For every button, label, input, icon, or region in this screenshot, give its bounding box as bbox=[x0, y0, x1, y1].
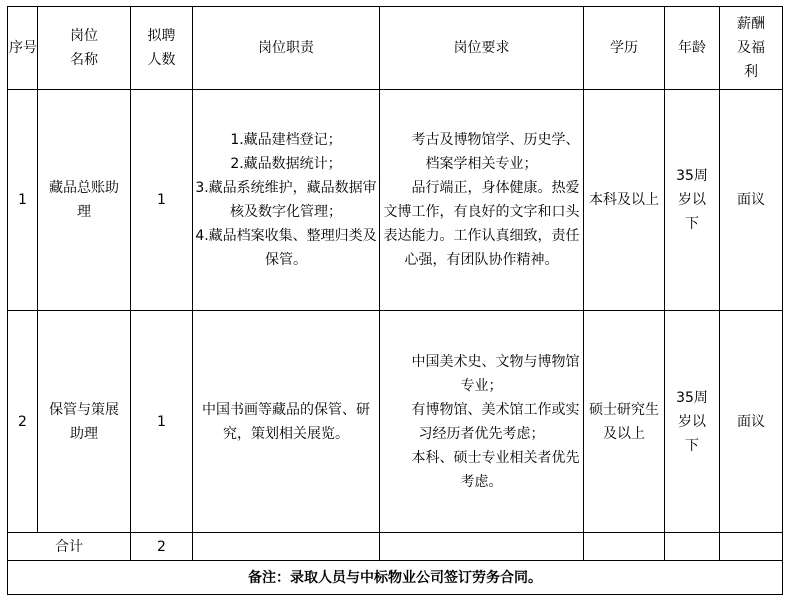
requirement-item: 中国美术史、文物与博物馆专业； bbox=[411, 353, 580, 394]
row-position-name: 保管与策展助理 bbox=[38, 311, 131, 533]
header-salary: 薪酬及福利 bbox=[720, 7, 783, 90]
requirement-item: 品行端正，身体健康。热爱文博工作，有良好的文字和口头表达能力。工作认真细致，责任心强，有团队协作精神。 bbox=[383, 180, 580, 268]
total-row bbox=[8, 533, 783, 561]
duty-item: 中国书画等藏品的保管、研究，策划相关展览。 bbox=[202, 401, 370, 442]
requirement-item: 考古及博物馆学、历史学、档案学相关专业； bbox=[411, 132, 580, 172]
row-age: 35周岁以下 bbox=[665, 90, 720, 311]
total-empty-cell bbox=[665, 533, 720, 561]
header-seq: 序号 bbox=[8, 7, 38, 90]
recruitment-table bbox=[7, 6, 783, 595]
note-row bbox=[8, 561, 783, 595]
row-count: 1 bbox=[131, 311, 193, 533]
row-position-name: 藏品总账助理 bbox=[38, 90, 131, 311]
total-empty-cell bbox=[193, 533, 380, 561]
row-duty bbox=[193, 311, 380, 533]
row-requirement bbox=[380, 311, 584, 533]
header-requirement: 岗位要求 bbox=[380, 7, 584, 90]
row-salary: 面议 bbox=[720, 311, 783, 533]
requirement-item: 本科、硕士专业相关者优先考虑。 bbox=[411, 449, 580, 490]
total-empty-cell bbox=[720, 533, 783, 561]
row-education: 本科及以上 bbox=[584, 90, 665, 311]
duty-item: 1.藏品建档登记； bbox=[230, 132, 342, 148]
total-count: 2 bbox=[131, 533, 193, 561]
row-salary: 面议 bbox=[720, 90, 783, 311]
duty-item: 4.藏品档案收集、整理归类及保管。 bbox=[195, 228, 377, 268]
table-row bbox=[8, 90, 783, 311]
row-requirement bbox=[380, 90, 584, 311]
row-duty bbox=[193, 90, 380, 311]
header-education: 学历 bbox=[584, 7, 665, 90]
duty-item: 3.藏品系统维护，藏品数据审核及数字化管理； bbox=[195, 180, 377, 220]
recruitment-sheet bbox=[7, 6, 782, 594]
row-age: 35周岁以下 bbox=[665, 311, 720, 533]
header-age: 年龄 bbox=[665, 7, 720, 90]
total-empty-cell bbox=[584, 533, 665, 561]
header-position-name: 岗位名称 bbox=[38, 7, 131, 90]
row-seq: 1 bbox=[8, 90, 38, 311]
total-label: 合计 bbox=[8, 533, 131, 561]
note-text: 备注：录取人员与中标物业公司签订劳务合同。 bbox=[8, 561, 783, 595]
table-header-row bbox=[8, 7, 783, 90]
total-empty-cell bbox=[380, 533, 584, 561]
header-count: 拟聘人数 bbox=[131, 7, 193, 90]
duty-item: 2.藏品数据统计； bbox=[230, 156, 342, 172]
header-duty: 岗位职责 bbox=[193, 7, 380, 90]
row-count: 1 bbox=[131, 90, 193, 311]
requirement-item: 有博物馆、美术馆工作或实习经历者优先考虑； bbox=[411, 401, 580, 442]
row-education: 硕士研究生及以上 bbox=[584, 311, 665, 533]
table-row bbox=[8, 311, 783, 533]
row-seq: 2 bbox=[8, 311, 38, 533]
